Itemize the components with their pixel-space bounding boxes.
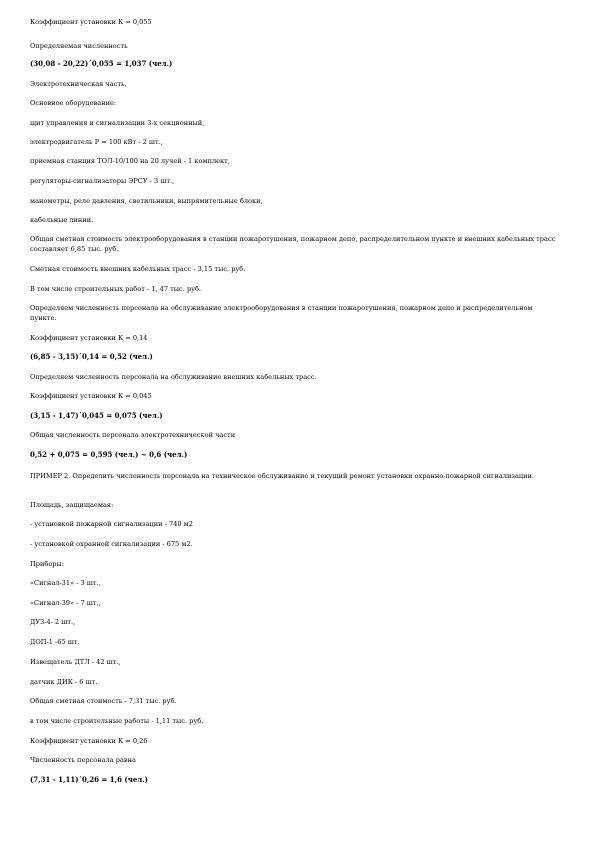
list-item: ДУЗ-4- 2 шт., <box>30 618 76 626</box>
text-line: Площадь, защищаемая: <box>30 501 114 509</box>
list-item: щит управления и сигнализации 3-х секционный, <box>30 119 205 127</box>
list-item: датчик ДИК - 6 шт. <box>30 678 98 686</box>
formula-line: (3,15 - 1,47)´0,045 = 0,075 (чел.) <box>30 411 163 420</box>
list-item: манометры, реле давления, светильники, выпрямительные блоки, <box>30 197 263 205</box>
section-heading: Электротехническая часть. <box>30 80 127 88</box>
list-item: электродвигатель Р = 100 кВт - 2 шт., <box>30 138 163 146</box>
list-item: кабельные линии. <box>30 216 94 224</box>
text-line: Определяемая численность <box>30 42 128 50</box>
text-line: Коэффициент установки К = 0,055 <box>30 18 152 26</box>
list-item: ДОП-1 -65 шт. <box>30 638 80 646</box>
list-item: Извещатель ДТЛ - 42 шт., <box>30 658 121 666</box>
paragraph: Общая сметная стоимость электрооборудования в станции пожаротушения, пожарном депо, распределительном пункте и внешних кабельных трасс составляет 6,85 тыс. руб. <box>30 235 556 253</box>
list-item: - установкой охранной сигнализации - 675 м2. <box>30 540 193 548</box>
formula-line: 0,52 + 0,075 = 0,595 (чел.) ~ 0,6 (чел.) <box>30 450 188 459</box>
text-line: Сметная стоимость внешних кабельных трасс - 3,15 тыс. руб. <box>30 265 246 273</box>
example-heading: ПРИМЕР 2. Определить численность персонала на техническое обслуживание и текущий ремонт установки охранно-пожарной сигнализации. <box>30 472 535 480</box>
text-line: Приборы: <box>30 560 64 568</box>
text-line: Общая численность персонала электротехнической части <box>30 431 236 439</box>
text-line: Общая сметная стоимость - 7,31 тыс. руб. <box>30 697 177 705</box>
text-line: в том числе строительные работы - 1,11 тыс. руб. <box>30 717 204 725</box>
text-line: Численность персонала равна <box>30 756 136 764</box>
formula-line: (30,08 - 20,22)´0,055 = 1,037 (чел.) <box>30 59 173 68</box>
text-line: Коэффициент установки К = 0,26 <box>30 737 148 745</box>
list-item: «Сигнал-39» - 7 шт., <box>30 599 101 607</box>
list-item: «Сигнал-31» - 3 шт., <box>30 579 101 587</box>
text-line: Определяем численность персонала на обслуживание внешних кабельных трасс. <box>30 373 317 381</box>
list-item: регуляторы-сигнализаторы ЭРСУ - 3 шт., <box>30 177 175 185</box>
formula-line: (6,85 - 3,15)´0,14 = 0,52 (чел.) <box>30 352 153 361</box>
list-item: приемная станция ТОЛ-10/100 на 20 лучей - 1 комплект, <box>30 157 230 165</box>
text-line: Коэффициент установки К = 0,14 <box>30 334 148 342</box>
text-line: Основное оборудование: <box>30 99 117 107</box>
list-item: - установкой пожарной сигнализации - 740 м2 <box>30 520 194 528</box>
text-line: В том числе строительных работ - 1, 47 тыс. руб. <box>30 285 202 293</box>
formula-line: (7,31 - 1,11)´0,26 = 1,6 (чел.) <box>30 775 148 784</box>
text-line: Коэффициент установки К = 0,045 <box>30 392 152 400</box>
paragraph: Определяем численность персонала на обслуживание электрооборудования в станции пожаротушения, пожарном депо и распределительном пункте. <box>30 304 533 322</box>
